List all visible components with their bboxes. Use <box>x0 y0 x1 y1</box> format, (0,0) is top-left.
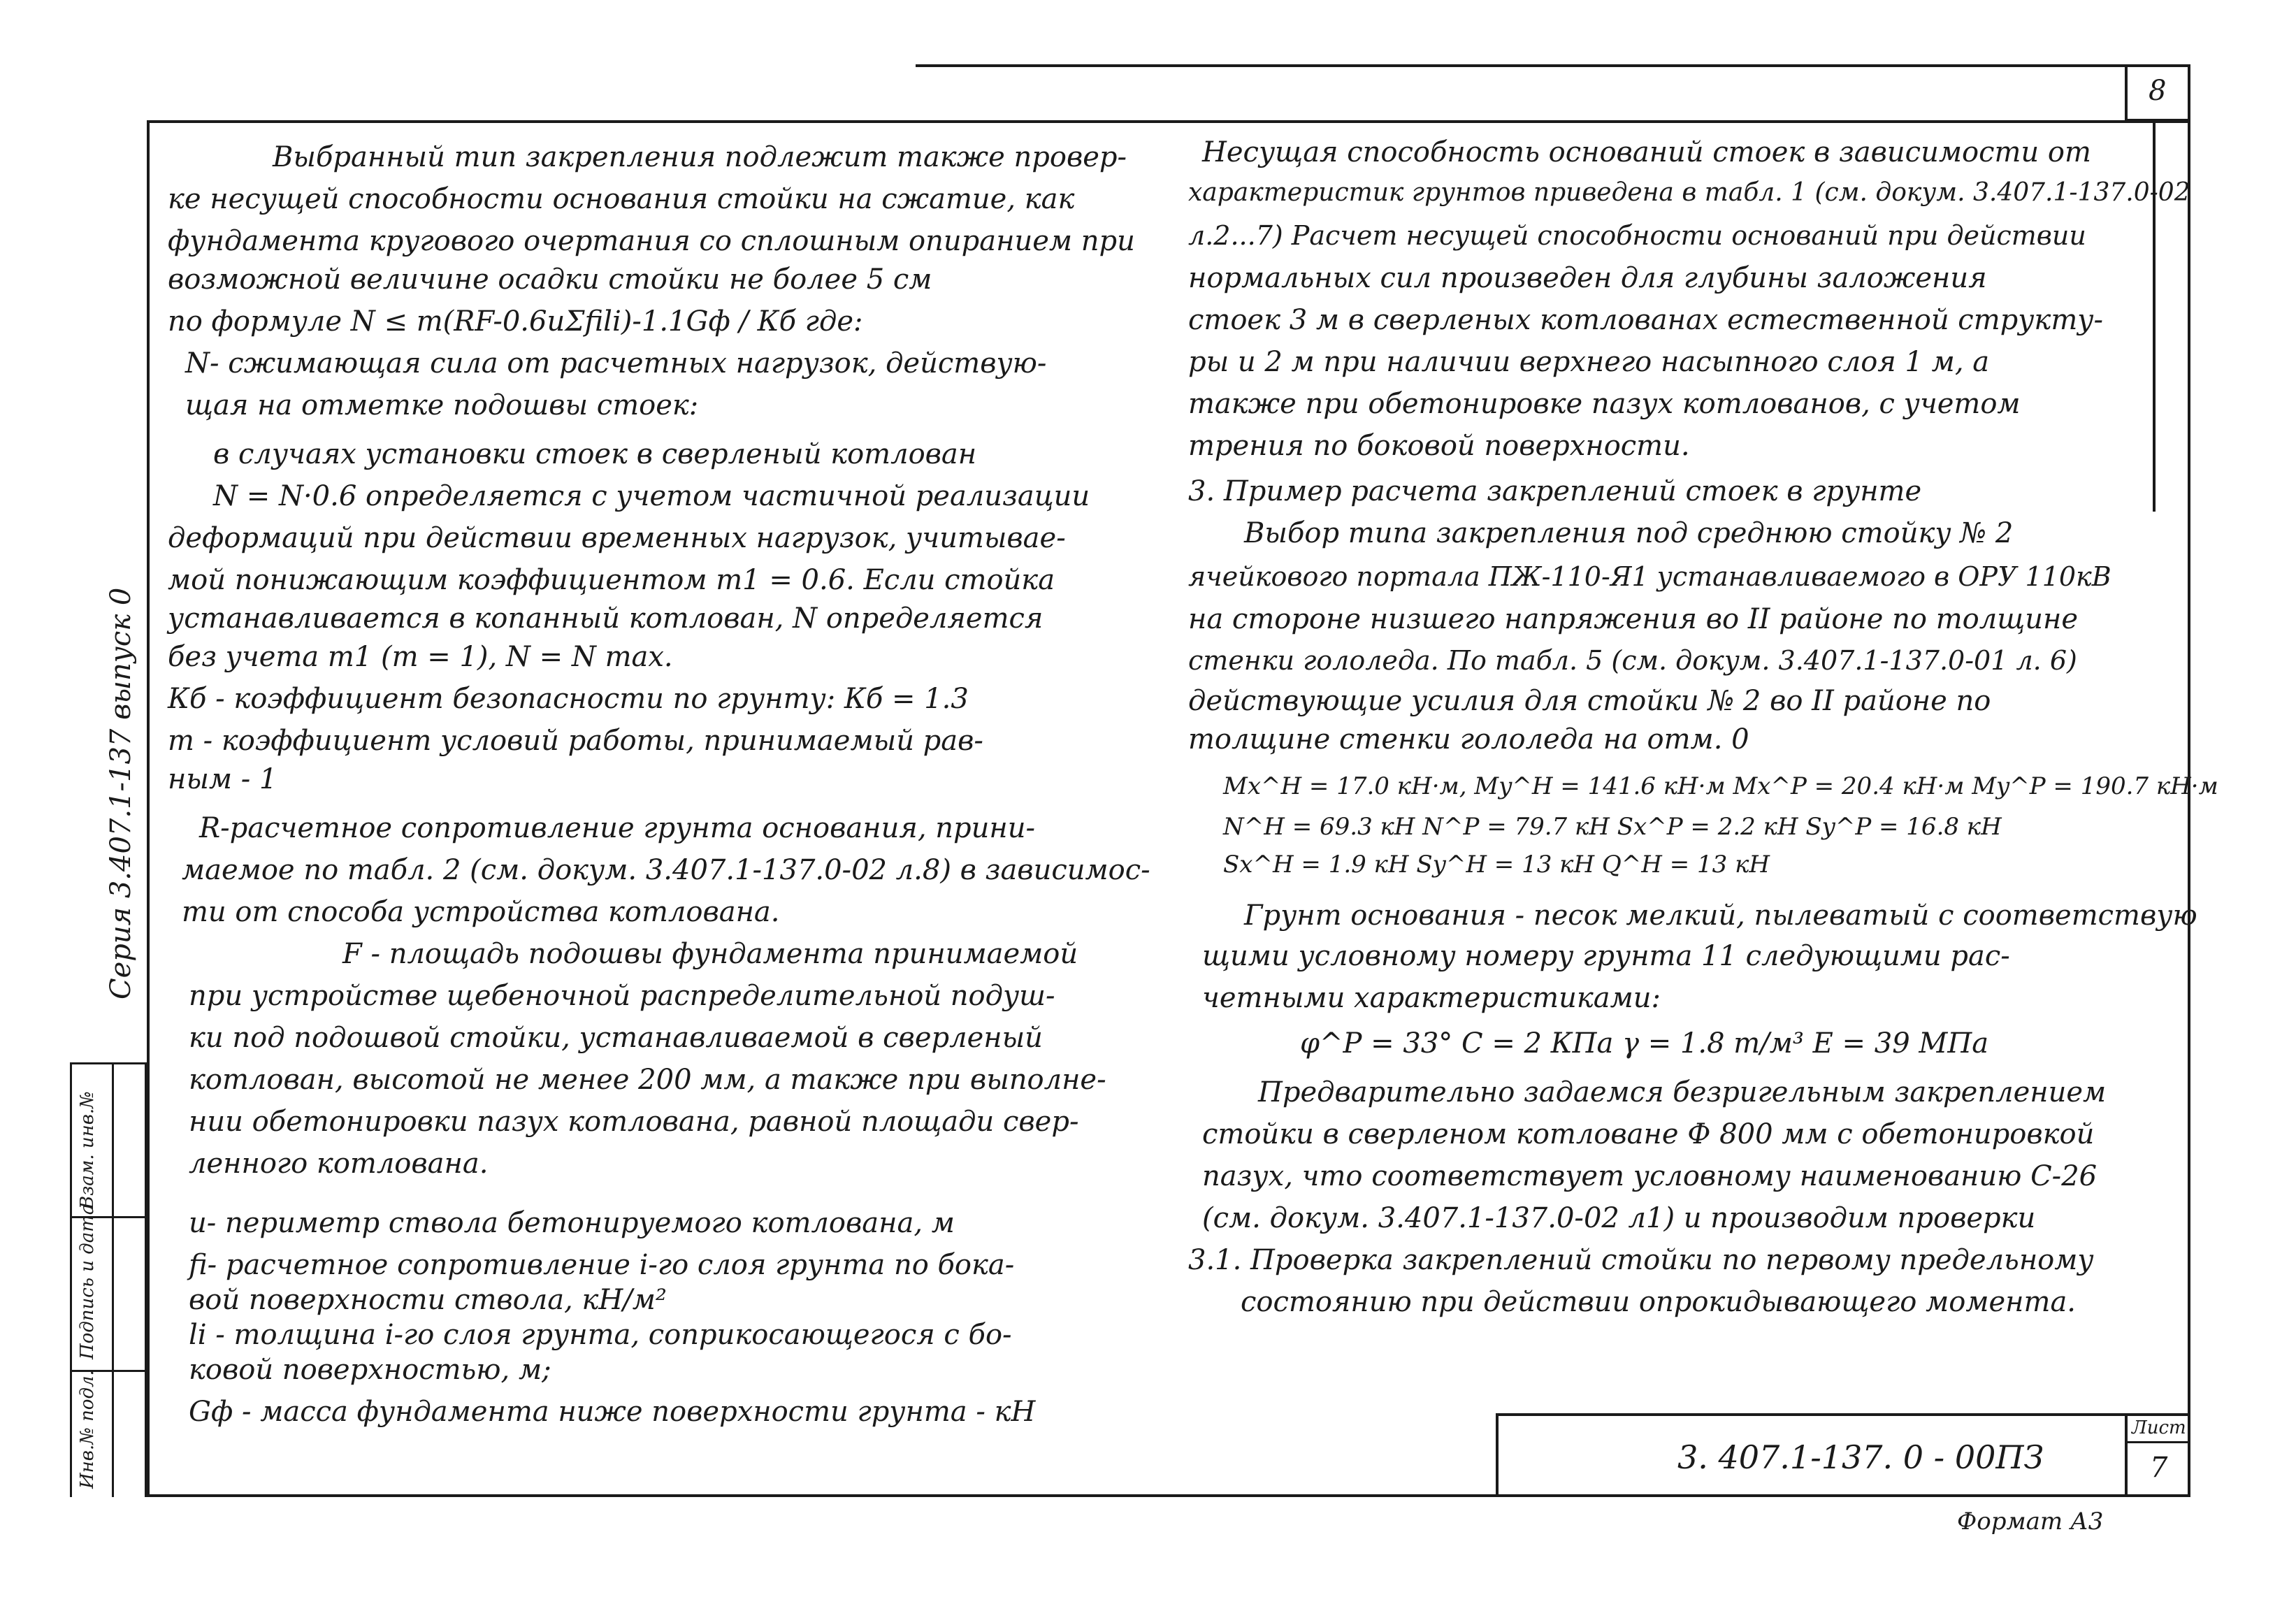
left-line-6: N- сжимающая сила от расчетных нагрузок, действую- <box>185 347 1047 380</box>
left-line-26: u- периметр ствола бетонируемого котлована, м <box>189 1207 955 1239</box>
right-line-1: Несущая способность оснований стоек в зависимости от <box>1202 136 2091 168</box>
side-stamp-signature: Подпись и дата <box>77 1204 98 1359</box>
right-line-27: 3.1. Проверка закреплений стойки по первому предельному <box>1188 1244 2094 1276</box>
right-line-11: ячейкового портала ПЖ-110-Я1 устанавливаемого в ОРУ 110кВ <box>1188 561 2111 592</box>
right-line-28: состоянию при действии опрокидывающего момента. <box>1241 1286 2076 1318</box>
left-line-21: при устройстве щебеночной распределительной подуш- <box>189 980 1055 1012</box>
right-line-6: ры и 2 м при наличии верхнего насыпного слоя 1 м, а <box>1188 346 1990 378</box>
list-divider <box>2125 1441 2190 1443</box>
right-forces-2: N^H = 69.3 кН N^P = 79.7 кН Sx^P = 2.2 кН Sy^P = 16.8 кН <box>1223 813 2002 841</box>
left-line-3: фундамента кругового очертания со сплошным опиранием при <box>168 225 1135 257</box>
left-line-25: ленного котлована. <box>189 1148 489 1180</box>
right-line-13: стенки гололеда. По табл. 5 (см. докум. 3.407.1-137.0-01 л. 6) <box>1188 645 2077 676</box>
left-line-2: ке несущей способности основания стойки на сжатие, как <box>168 183 1075 215</box>
right-line-12: на стороне низшего напряжения во II районе по толщине <box>1188 603 2079 635</box>
left-line-24: нии обетонировки пазух котлована, равной площади свер- <box>189 1106 1079 1138</box>
left-line-15: m - коэффициент условий работы, принимаемый рав- <box>168 725 983 757</box>
right-line-19: Грунт основания - песок мелкий, пылеватый с соответствую <box>1244 900 2197 932</box>
side-stamp-inv: Инв.№ подл. <box>77 1370 98 1489</box>
left-line-8: в случаях установки стоек в сверленый котлован <box>213 438 977 470</box>
series-label: Серия 3.407.1-137 выпуск 0 <box>105 587 137 999</box>
right-line-23: Предварительно задаемся безригельным закреплением <box>1258 1076 2107 1108</box>
right-forces-1: Mx^H = 17.0 кН·м, My^H = 141.6 кН·м Mx^P = 20.4 кН·м My^P = 190.7 кН·м <box>1223 772 2218 800</box>
left-line-7: щая на отметке подошвы стоек: <box>185 389 699 421</box>
format-label: Формат А3 <box>1957 1508 2104 1536</box>
right-line-10: Выбор типа закрепления под среднюю стойку № 2 <box>1244 517 2014 549</box>
doc-code: 3. 407.1-137. 0 - 00ПЗ <box>1677 1438 2044 1476</box>
right-line-5: стоек 3 м в сверленых котлованах естественной структу- <box>1188 304 2103 336</box>
left-line-10: деформаций при действии временных нагрузок, учитывае- <box>168 522 1066 554</box>
left-line-4: возможной величине осадки стойки не более 5 см <box>168 263 932 296</box>
right-line-26: (см. докум. 3.407.1-137.0-02 л1) и производим проверки <box>1202 1202 2036 1234</box>
left-line-1: Выбранный тип закрепления подлежит также провер- <box>273 141 1127 173</box>
left-line-17: R-расчетное сопротивление грунта основания, прини- <box>199 812 1036 844</box>
right-line-7: также при обетонировке пазух котлованов, с учетом <box>1188 388 2021 420</box>
sheet-number-top: 8 <box>2149 75 2167 107</box>
right-line-20: щими условному номеру грунта 11 следующими рас- <box>1202 940 2010 972</box>
left-line-19: ти от способа устройства котлована. <box>182 896 780 928</box>
right-line-8: трения по боковой поверхности. <box>1188 430 1690 462</box>
left-line-13: без учета m1 (m = 1), N = N max. <box>168 641 673 673</box>
left-line-23: котлован, высотой не менее 200 мм, а также при выполне- <box>189 1064 1106 1096</box>
left-line-14: Кб - коэффициент безопасности по грунту: Кб = 1.3 <box>168 683 969 715</box>
left-line-27: fi- расчетное сопротивление i-го слоя грунта по бока- <box>189 1249 1015 1281</box>
right-line-15: толщине стенки гололеда на отм. 0 <box>1188 723 1749 756</box>
left-formula: по формуле N ≤ m(RF-0.6uΣfili)-1.1Gф / Кб где: <box>168 305 863 338</box>
left-line-30: ковой поверхностью, м; <box>189 1354 551 1386</box>
left-line-9: N = N·0.6 определяется с учетом частичной реализации <box>213 480 1090 512</box>
inner-top-line <box>147 120 2188 123</box>
right-line-25: пазух, что соответствует условному наименованию С-26 <box>1202 1160 2098 1192</box>
left-line-11: мой понижающим коэффициентом m1 = 0.6. Если стойка <box>168 564 1055 596</box>
left-border-line <box>147 120 150 1497</box>
left-line-20: F - площадь подошвы фундамента принимаемой <box>342 938 1078 970</box>
side-stamp-divider-1 <box>112 1062 114 1497</box>
title-block-divider <box>2125 1413 2128 1497</box>
right-line-4: нормальных сил произведен для глубины заложения <box>1188 262 1987 294</box>
left-line-29: li - толщина i-го слоя грунта, соприкосающегося с бо- <box>189 1319 1012 1351</box>
side-stamp-replace: Взам. инв.№ <box>77 1091 98 1209</box>
top-border-line <box>916 64 2188 67</box>
right-line-2: характеристик грунтов приведена в табл. 1 (см. докум. 3.407.1-137.0-02 <box>1188 178 2190 207</box>
left-line-28: вой поверхности ствола, кН/м² <box>189 1284 667 1316</box>
right-soil-params: φ^P = 33° C = 2 КПа γ = 1.8 т/м³ E = 39 МПа <box>1300 1027 1989 1060</box>
left-line-31: Gф - масса фундамента ниже поверхности грунта - кН <box>189 1396 1036 1428</box>
left-line-16: ным - 1 <box>168 763 277 795</box>
list-number: 7 <box>2150 1452 2168 1484</box>
right-line-24: стойки в сверленом котловане Ф 800 мм с обетонировкой <box>1202 1118 2095 1150</box>
right-line-21: четными характеристиками: <box>1202 982 1661 1014</box>
left-line-12: устанавливается в копанный котлован, N определяется <box>168 602 1044 635</box>
left-line-18: маемое по табл. 2 (см. докум. 3.407.1-137.0-02 л.8) в зависимос- <box>182 854 1150 886</box>
right-forces-3: Sx^H = 1.9 кН Sy^H = 13 кН Q^H = 13 кН <box>1223 851 1770 879</box>
right-line-14: действующие усилия для стойки № 2 во II районе по <box>1188 685 1991 717</box>
right-line-9: 3. Пример расчета закреплений стоек в грунте <box>1188 475 1922 507</box>
right-line-3: л.2...7) Расчет несущей способности оснований при действии <box>1188 220 2086 251</box>
list-label: Лист <box>2132 1417 2186 1438</box>
left-line-22: ки под подошвой стойки, устанавливаемой в сверленый <box>189 1022 1043 1054</box>
